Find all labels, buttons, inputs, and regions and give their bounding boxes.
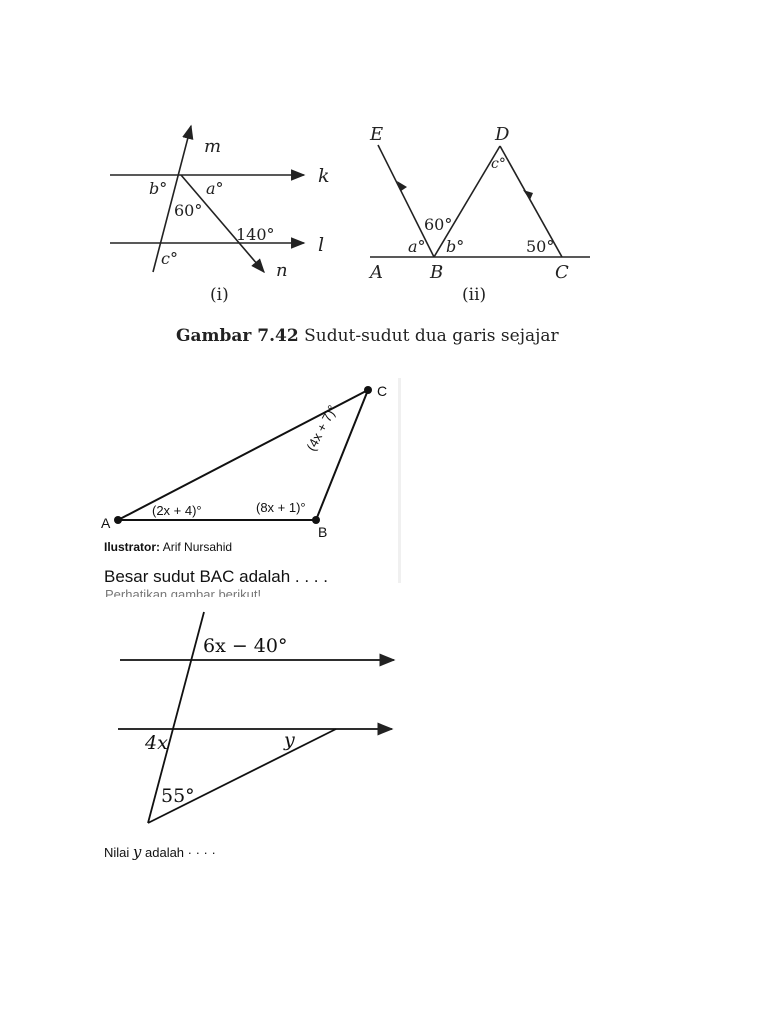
question-2-figure <box>104 612 394 861</box>
angle-c-label-ii: c° <box>491 156 506 172</box>
figure-7-42-part-ii <box>368 124 590 305</box>
illustrator-credit <box>104 540 232 554</box>
point-B-label: B <box>430 262 444 283</box>
ray-be <box>378 145 434 257</box>
angle-60-label: 60° <box>174 201 203 220</box>
angle-50-label: 50° <box>526 237 555 256</box>
faded-scan-edge <box>398 378 401 583</box>
angle-6x-minus-40: 6x − 40° <box>203 635 288 657</box>
vertex-a-dot <box>114 516 122 524</box>
triangle-side <box>148 729 336 823</box>
point-D-label: D <box>495 124 510 145</box>
part-ii-label: (ii) <box>462 285 487 305</box>
vertex-c-dot <box>364 386 372 394</box>
label-m: m <box>204 136 222 157</box>
angle-c-label: c° <box>161 249 178 268</box>
question-2-text <box>104 843 216 861</box>
point-C-label: C <box>555 262 569 283</box>
angle-140-label: 140° <box>236 225 275 244</box>
part-i-label: (i) <box>210 285 229 305</box>
label-l: l <box>318 234 325 256</box>
point-A-label: A <box>370 262 383 283</box>
figure-7-42-part-i <box>110 126 330 305</box>
clipped-residue <box>105 587 261 602</box>
angle-b-label: b° <box>149 179 168 198</box>
angle-y: y <box>284 729 295 751</box>
illustrator-label: Ilustrator: <box>104 540 161 554</box>
residue-text: Perhatikan gambar berikut! <box>105 587 262 602</box>
question-2-suffix: adalah · · · · <box>141 845 216 860</box>
angle-55: 55° <box>161 785 195 807</box>
vertex-c-label: C <box>377 383 388 399</box>
label-k: k <box>318 165 330 187</box>
angle-a-label: a° <box>206 179 224 198</box>
arrowhead-cd <box>523 190 533 200</box>
figure-caption <box>176 326 560 346</box>
angle-a-expression: (2x + 4)° <box>152 503 202 518</box>
question-2-prefix: Nilai <box>104 845 133 860</box>
question-2-variable: y <box>132 843 142 861</box>
vertex-a-label: A <box>101 515 111 531</box>
angle-b-expression: (8x + 1)° <box>256 500 306 515</box>
angle-a-label-ii: a° <box>408 237 426 256</box>
point-E-label: E <box>370 124 384 145</box>
angle-60-label-ii: 60° <box>424 215 453 234</box>
angle-c-expression: (4x + 7)° <box>303 402 340 454</box>
vertex-b-dot <box>312 516 320 524</box>
caption-rest: Sudut-sudut dua garis sejajar <box>298 326 559 346</box>
illustrator-name: Arif Nursahid <box>160 540 233 554</box>
question-1-text: Besar sudut BAC adalah . . . . <box>104 567 328 586</box>
angle-4x: 4x <box>145 732 168 754</box>
vertex-b-label: B <box>318 524 328 540</box>
question-1-triangle <box>101 378 401 602</box>
angle-b-label-ii: b° <box>446 237 465 256</box>
caption-bold: Gambar 7.42 <box>176 326 299 346</box>
label-n: n <box>276 260 288 281</box>
